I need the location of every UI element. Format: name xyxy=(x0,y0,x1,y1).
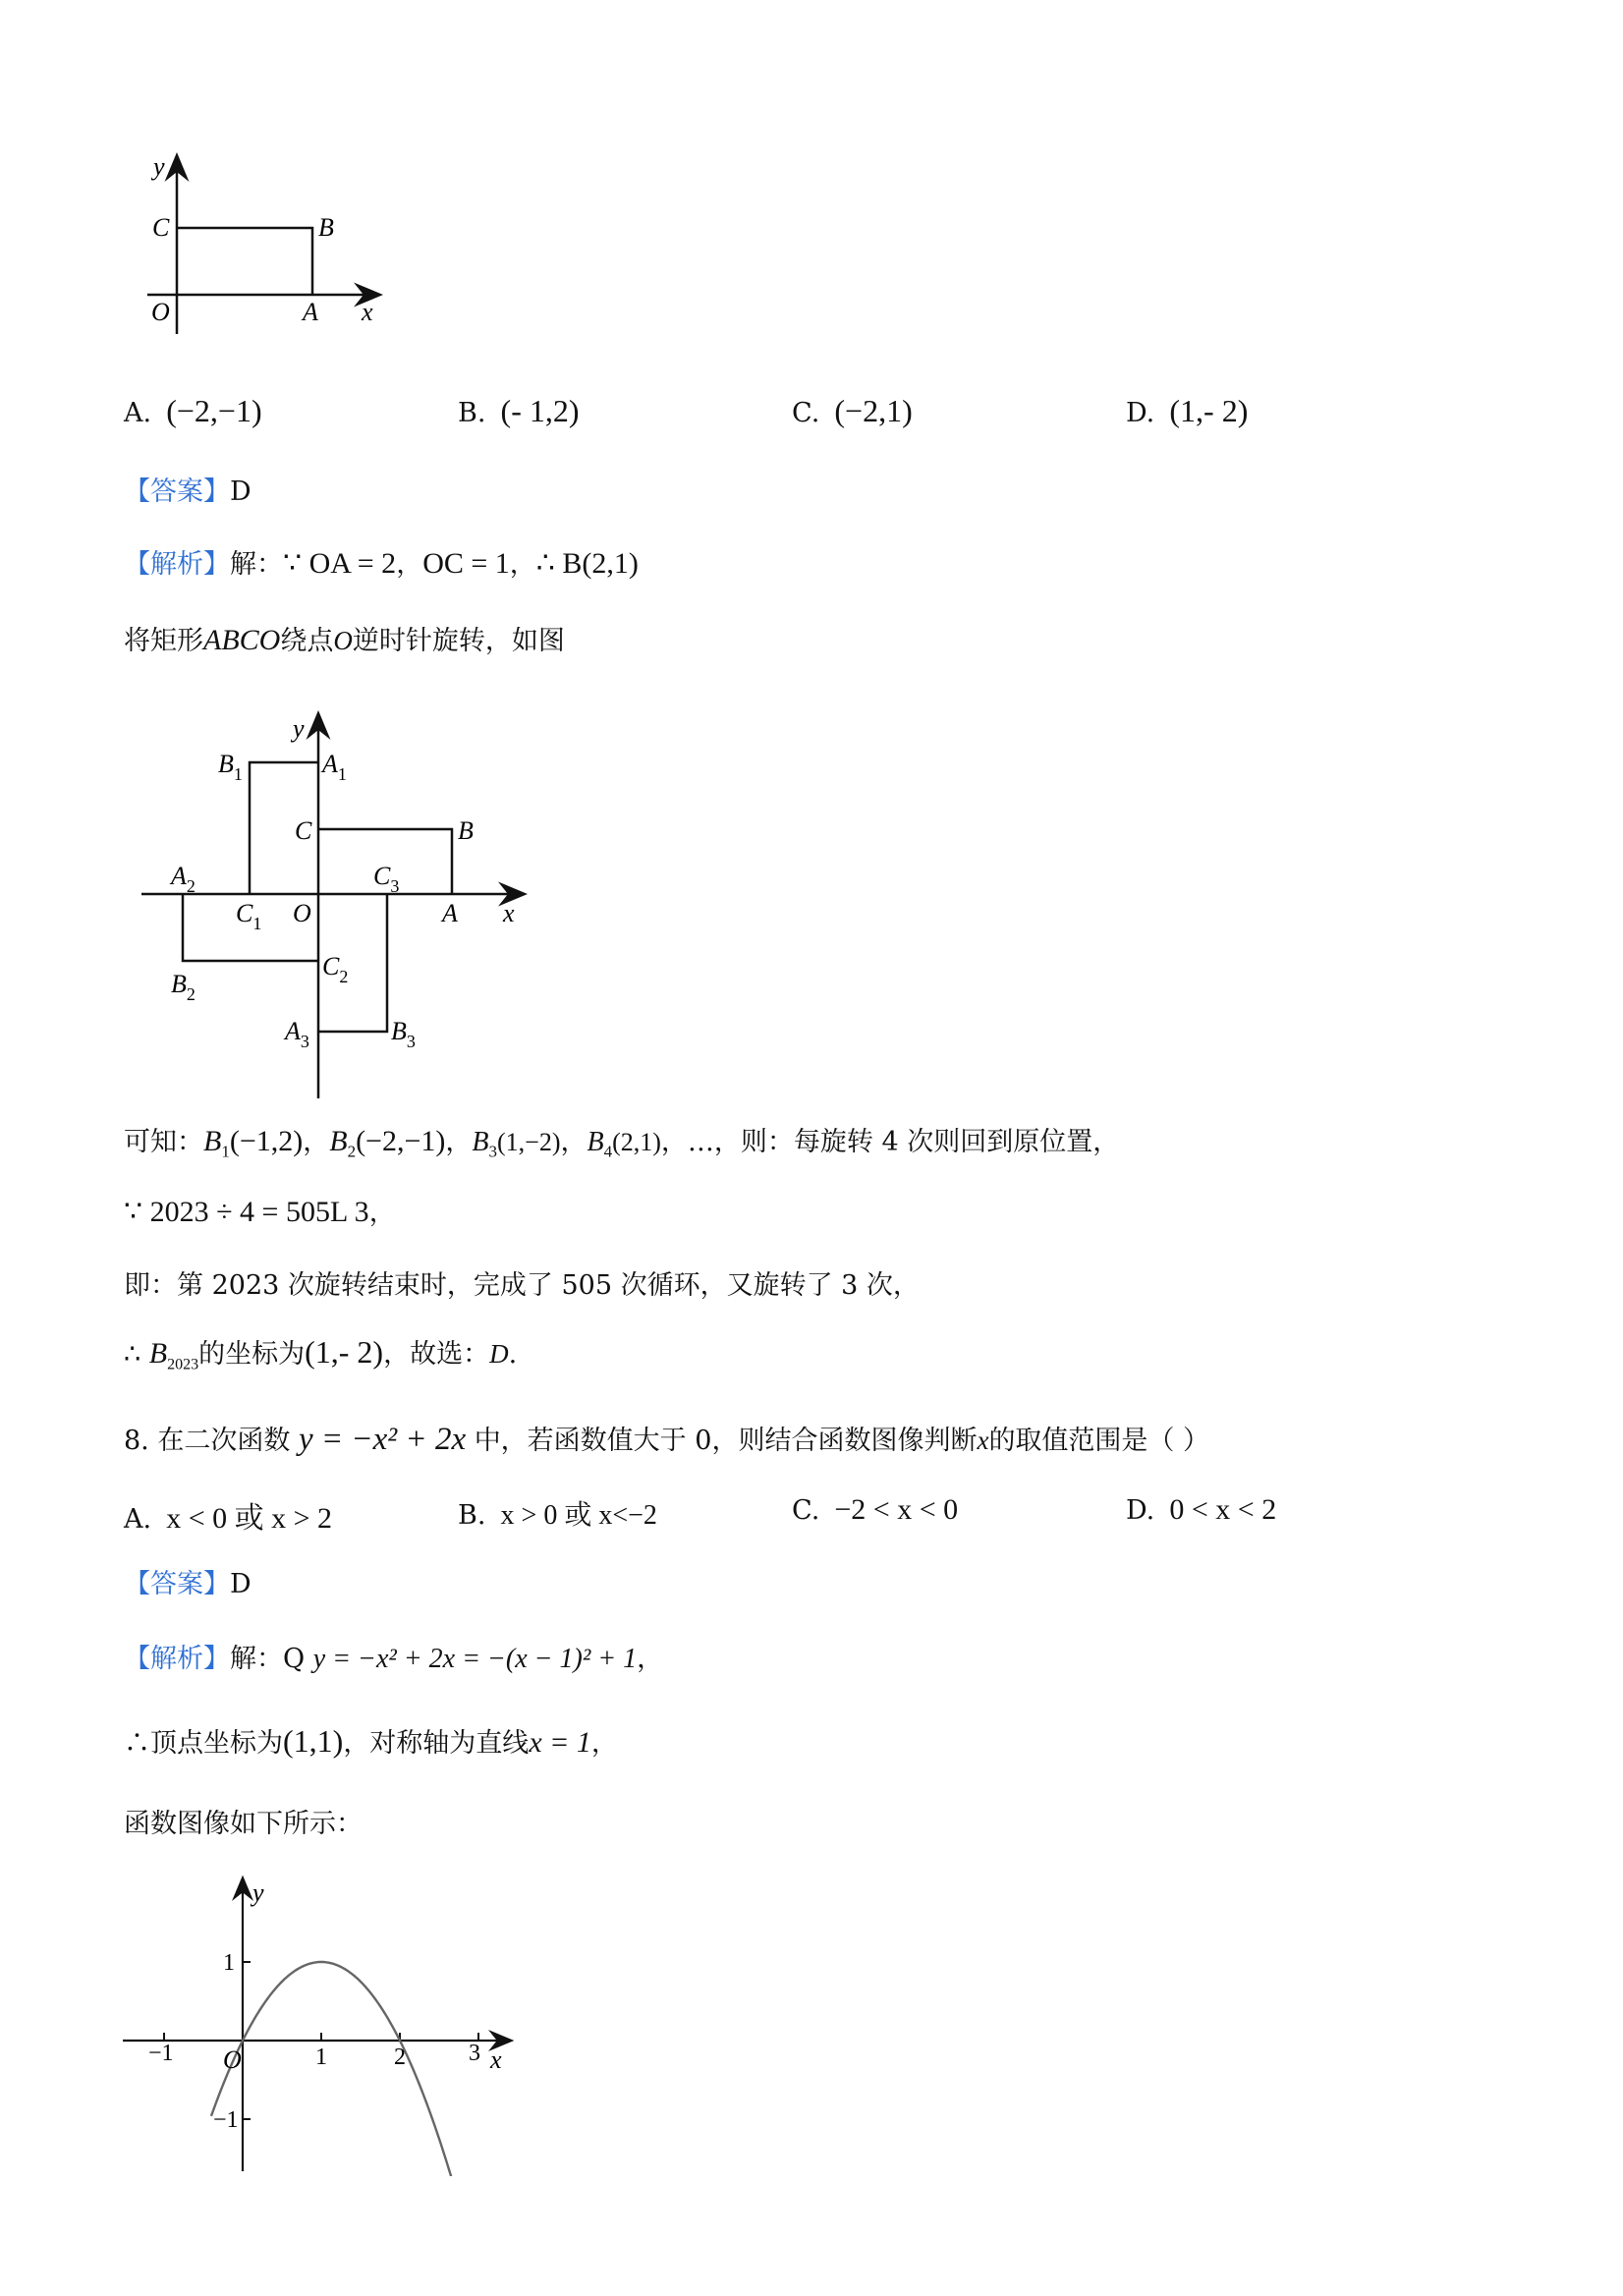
q8-graph-caption: 函数图像如下所示： xyxy=(124,1809,363,1839)
question-number: 8. xyxy=(124,1426,149,1456)
option-value: 0 < x < 2 xyxy=(1169,1493,1277,1526)
point-b1-value: (−1,2) xyxy=(229,1125,304,1157)
option-value: (−2,−1) xyxy=(166,393,262,428)
comma: ， xyxy=(445,1127,473,1157)
point-b4-value: (2,1) xyxy=(612,1128,661,1156)
math-b: ∴ B(2,1) xyxy=(535,547,639,580)
x-tick-3: 3 xyxy=(469,2041,480,2066)
x-tick-neg1: −1 xyxy=(148,2041,174,2066)
q7-option-b[interactable] xyxy=(458,393,580,429)
analysis-lead: 解：Q xyxy=(230,1644,306,1674)
point-b1: B xyxy=(203,1125,222,1157)
x-label: x xyxy=(362,298,373,326)
quadratic-function: y = −x² + 2x xyxy=(298,1422,467,1457)
q8-option-b[interactable] xyxy=(458,1493,657,1533)
y-tick-1: 1 xyxy=(223,1950,235,1976)
text: ∴顶点坐标为 xyxy=(124,1728,283,1759)
point-b: B xyxy=(148,1337,168,1370)
analysis-tag: 【解析】 xyxy=(124,549,230,580)
point-b4: B xyxy=(587,1127,604,1157)
subscript: 3 xyxy=(488,1142,497,1161)
comma: ， xyxy=(303,1127,330,1157)
a-label: A xyxy=(303,298,318,326)
o-label: O xyxy=(223,2045,242,2074)
c1-label: $C_1$ xyxy=(236,899,262,933)
o-label: O xyxy=(151,298,170,326)
q7-option-d[interactable] xyxy=(1126,393,1248,429)
subscript: 2 xyxy=(347,1142,357,1161)
text: 逆时针旋转，如图 xyxy=(352,626,565,656)
q8-option-a[interactable] xyxy=(124,1493,332,1537)
text: 在二次函数 xyxy=(157,1426,291,1456)
a2-label: $A_2$ xyxy=(171,862,196,896)
text: 可知： xyxy=(124,1127,203,1157)
x-tick-2: 2 xyxy=(394,2044,406,2070)
point-b2: B xyxy=(329,1125,348,1157)
comma: ， xyxy=(590,1728,618,1759)
option-label: D. xyxy=(1126,398,1155,428)
comma: ， xyxy=(509,549,536,580)
b1-label: $B_1$ xyxy=(218,750,243,784)
y-tick-neg1: −1 xyxy=(213,2107,239,2133)
c-label: C xyxy=(295,816,312,845)
option-value: (−2,1) xyxy=(834,393,913,428)
text: ，…，则：每旋转 4 次则回到原位置， xyxy=(660,1127,1120,1157)
q8-analysis-line2 xyxy=(124,1721,618,1760)
parabola-graph xyxy=(113,1872,526,2176)
vertex-coordinate: (1,1) xyxy=(283,1723,344,1759)
point-b3: B xyxy=(472,1127,489,1157)
rectangle-figure xyxy=(138,147,393,344)
text: 绕点 xyxy=(280,626,334,656)
therefore-symbol: ∴ xyxy=(124,1339,141,1370)
math-oc: OC = 1 xyxy=(422,547,510,580)
answer-tag: 【答案】 xyxy=(124,476,230,507)
q7-analysis-line1 xyxy=(124,542,639,581)
x-label: x xyxy=(503,899,515,927)
q8-stem xyxy=(124,1419,1209,1458)
option-label: D. xyxy=(1126,1495,1155,1526)
answer-value: D xyxy=(230,1569,252,1599)
comma: ， xyxy=(396,549,423,580)
q7-option-a[interactable] xyxy=(124,393,262,429)
rectangle-abco xyxy=(177,228,312,295)
axis-of-symmetry: x = 1 xyxy=(529,1726,591,1759)
x-label: x xyxy=(490,2045,502,2074)
text: ，对称轴为直线 xyxy=(343,1728,530,1759)
answer-value: D xyxy=(230,476,252,507)
division-equation: ∵ 2023 ÷ 4 = 505L 3 xyxy=(124,1196,369,1228)
a3-label: $A_3$ xyxy=(285,1017,309,1051)
analysis-lead: 解： xyxy=(230,549,283,580)
parabola-curve xyxy=(211,1962,458,2176)
b-label: B xyxy=(458,816,474,845)
q8-option-d[interactable] xyxy=(1126,1493,1276,1527)
text: ，故选： xyxy=(383,1339,490,1370)
option-label: C. xyxy=(792,1495,820,1526)
math-abco: ABCO xyxy=(203,624,281,656)
text: 将矩形 xyxy=(124,626,203,656)
q8-answer xyxy=(124,1562,252,1600)
math-o: O xyxy=(333,626,353,655)
a-label: A xyxy=(442,899,458,927)
comma: ， xyxy=(637,1644,664,1674)
choice-d: D xyxy=(489,1339,509,1369)
option-value: x > 0 或 x<−2 xyxy=(500,1500,657,1531)
o-label: O xyxy=(293,899,311,927)
q8-option-c[interactable] xyxy=(792,1493,958,1527)
point-b2-value: (−2,−1) xyxy=(356,1125,446,1157)
q7-answer xyxy=(124,470,252,508)
q7-option-c[interactable] xyxy=(792,393,913,429)
option-label: B. xyxy=(458,398,486,428)
point-b3-value: (1,−2) xyxy=(497,1128,561,1156)
q7-conclusion-line3: 即：第 2023 次旋转结束时，完成了 505 次循环，又旋转了 3 次， xyxy=(124,1270,920,1301)
b-label: B xyxy=(318,213,334,242)
option-label: A. xyxy=(124,398,152,428)
option-label: C. xyxy=(792,398,820,428)
rotation-figure xyxy=(128,707,540,1100)
text: 的坐标为 xyxy=(198,1339,306,1370)
a1-label: $A_1$ xyxy=(322,750,347,784)
comma: ， xyxy=(368,1198,396,1228)
c2-label: $C_2$ xyxy=(322,952,349,986)
subscript: 1 xyxy=(221,1142,230,1161)
variable-x: x xyxy=(977,1426,989,1455)
option-value: (1,- 2) xyxy=(1169,393,1249,428)
subscript: 4 xyxy=(603,1142,613,1161)
math-oa: ∵ OA = 2 xyxy=(283,547,397,580)
text: 的取值范围是（ ） xyxy=(988,1426,1210,1456)
analysis-tag: 【解析】 xyxy=(124,1644,230,1674)
option-label: A. xyxy=(124,1504,152,1535)
answer-tag: 【答案】 xyxy=(124,1569,230,1599)
option-label: B. xyxy=(458,1500,486,1531)
subscript: 2023 xyxy=(167,1356,199,1373)
q7-conclusion-line2 xyxy=(124,1191,396,1229)
comma: ， xyxy=(560,1127,588,1157)
b3-label: $B_3$ xyxy=(391,1017,416,1051)
x-tick-1: 1 xyxy=(315,2044,327,2070)
text: 中，若函数值大于 0，则结合函数图像判断 xyxy=(474,1426,978,1456)
option-value: (- 1,2) xyxy=(500,393,580,428)
q7-conclusion-line4 xyxy=(124,1332,517,1373)
period: . xyxy=(508,1339,518,1370)
y-label: y xyxy=(252,1878,264,1907)
q8-analysis-line1 xyxy=(124,1637,663,1675)
vertex-form-equation: y = −x² + 2x = −(x − 1)² + 1 xyxy=(312,1644,638,1674)
option-value: −2 < x < 0 xyxy=(834,1493,959,1526)
coordinate-value: (1,- 2) xyxy=(305,1334,384,1370)
q7-analysis-line2 xyxy=(124,619,565,657)
y-label: y xyxy=(153,152,165,181)
b2-label: $B_2$ xyxy=(171,970,196,1004)
y-label: y xyxy=(293,714,305,743)
q7-conclusion-line1 xyxy=(124,1120,1119,1161)
c3-label: $C_3$ xyxy=(373,862,400,896)
c-label: C xyxy=(152,213,170,242)
option-value: x < 0 或 x > 2 xyxy=(166,1502,333,1535)
